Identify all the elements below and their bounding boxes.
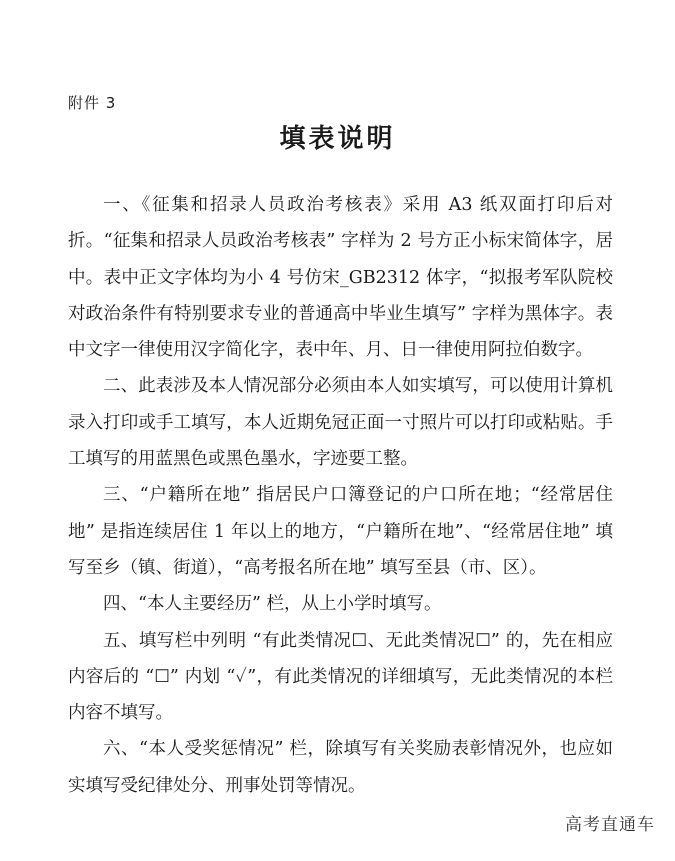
watermark: 高考直通车 (555, 806, 665, 839)
paragraph-6: 六、“本人受奖惩情况” 栏，除填写有关奖励表彰情况外，也应如实填写受纪律处分、刑事处罚等情况。 (68, 739, 613, 796)
attachment-label: 附件 3 (68, 94, 117, 112)
instructions-body (68, 187, 613, 804)
paragraph-2: 二、此表涉及本人情况部分必须由本人如实填写，可以使用计算机录入打印或手工填写，本人近期免冠正面一寸照片可以打印或粘贴。手工填写的用蓝黑色或黑色墨水，字迹要工整。 (68, 376, 613, 470)
page-title: 填表说明 (279, 124, 396, 154)
paragraph-5: 五、填写栏中列明 “有此类情况☐、无此类情况☐” 的，先在相应内容后的 “☐” 内划 “✓”，有此类情况的详细填写，无此类情况的本栏内容不填写。 (68, 630, 613, 724)
paragraph-4: 四、“本人主要经历” 栏，从上小学时填写。 (103, 594, 442, 615)
paragraph-3: 三、“户籍所在地” 指居民户口簿登记的户口所在地；“经常居住地” 是指连续居住 1 年以上的地方，“户籍所在地”、“经常居住地” 填写至乡（镇、街道），“高考报名所在地” 填写至县（市、区）。 (68, 485, 613, 578)
paragraph-1: 一、《征集和招录人员政治考核表》采用 A3 纸双面打印后对折。“征集和招录人员政治考核表” 字样为 2 号方正小标宋简体字，居中。表中正文字体均为小 4 号仿宋_GB2312 体字，“拟报考军队院校对政治条件有特别要求专业的普通高中毕业生填写” 字样为黑体字。表中文字一律使用汉字简化字，表中年、月、日一律使用阿拉伯数字。 (68, 195, 613, 361)
